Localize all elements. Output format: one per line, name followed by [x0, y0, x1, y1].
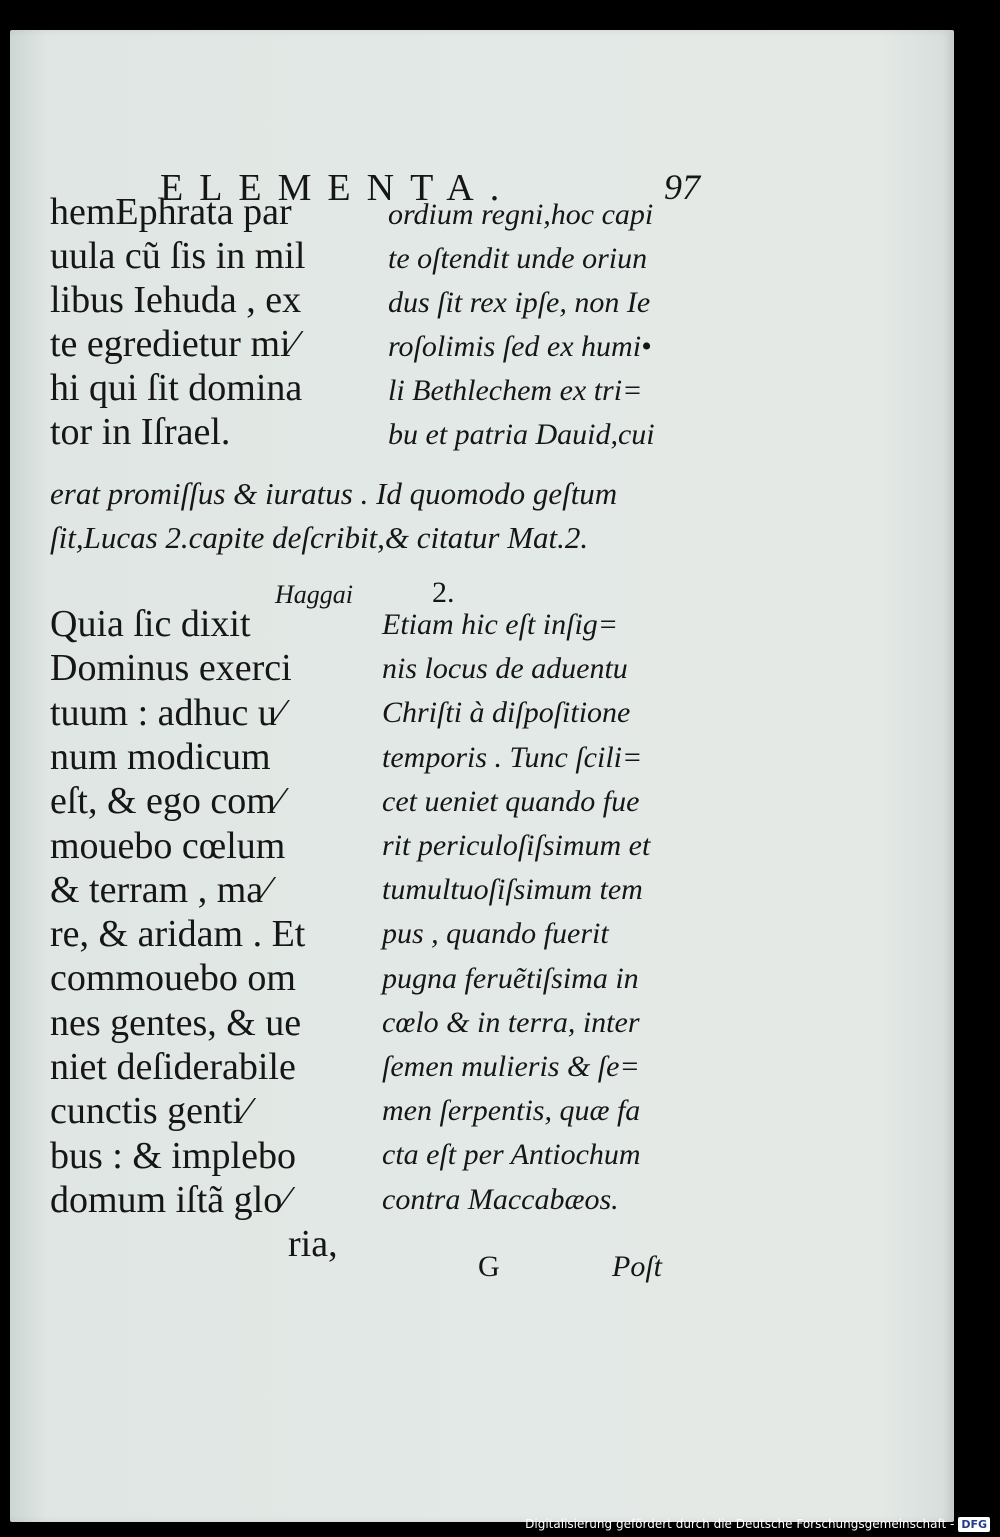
- text-line: niet deſiderabile: [50, 1046, 296, 1088]
- commentary-line: erat promiſſus & iuratus . Id quomodo geſtum: [50, 476, 618, 511]
- footer-text: Digitalisierung gefördert durch die Deutsche Forschungsgemeinschaft -: [525, 1517, 955, 1531]
- text-line: eſt, & ego com⁄: [50, 780, 283, 823]
- signature-mark: G: [478, 1250, 500, 1283]
- text-line: uula cũ ſis in mil: [50, 235, 306, 277]
- text-line: te egredietur mi⁄: [50, 323, 297, 365]
- commentary-line: temporis . Tunc ſcili=: [382, 740, 643, 774]
- commentary-line: ſemen mulieris & ſe=: [382, 1050, 640, 1083]
- running-title: ELEMENTA.: [160, 167, 516, 209]
- commentary-line: te oſtendit unde oriun: [388, 242, 648, 275]
- text-line: tor in Iſrael.: [50, 411, 231, 453]
- reference-chapter: 2.: [432, 576, 455, 609]
- commentary-line: tumultuoſiſsimum tem: [382, 873, 643, 907]
- commentary-line: ordium regni,hoc capi: [388, 198, 654, 231]
- commentary-line: pus , quando fuerit: [382, 917, 609, 951]
- text-line: cunctis genti⁄: [50, 1090, 250, 1133]
- commentary-line: pugna feruẽtiſsima in: [382, 961, 639, 995]
- commentary-line: men ſerpentis, quæ fa: [382, 1094, 641, 1128]
- text-line: domum iſtã glo⁄: [50, 1178, 289, 1221]
- commentary-line: li Bethlechem ex tri=: [388, 374, 643, 407]
- text-line: libus Iehuda , ex: [50, 279, 302, 321]
- text-line: & terram , ma⁄: [50, 868, 270, 911]
- commentary-line: bu et patria Dauid,cui: [388, 418, 655, 451]
- text-line: commouebo om: [50, 957, 296, 1000]
- text-line: re, & aridam . Et: [50, 913, 306, 956]
- reference-book: Haggai: [275, 580, 353, 609]
- text-line: tuum : adhuc u⁄: [50, 691, 284, 734]
- text-line: num modicum: [50, 735, 271, 778]
- commentary-line: ſit,Lucas 2.capite deſcribit,& citatur Mat.2.: [50, 520, 589, 555]
- catchword: Poſt: [612, 1250, 662, 1283]
- text-line: Quia ſic dixit: [50, 603, 251, 645]
- dfg-logo: DFG: [958, 1517, 990, 1532]
- commentary-line: dus ſit rex ipſe, non Ie: [388, 286, 651, 319]
- text-line: hi qui ſit domina: [50, 367, 303, 409]
- text-line: hemEphrata par: [50, 191, 292, 233]
- commentary-line: cœlo & in terra, inter: [382, 1005, 640, 1039]
- text-line: Dominus exerci: [50, 647, 292, 690]
- digitization-footer: [525, 1513, 990, 1535]
- text-line: nes gentes, & ue: [50, 1001, 302, 1044]
- book-page: [10, 30, 954, 1522]
- commentary-line: cta eſt per Antiochum: [382, 1138, 641, 1172]
- text-line: mouebo cœlum: [50, 824, 286, 867]
- commentary-line: Chriſti à diſpoſitione: [382, 696, 631, 730]
- commentary-line: Etiam hic eſt inſig=: [382, 608, 619, 641]
- page-number: 97: [664, 167, 700, 207]
- commentary-line: roſolimis ſed ex humi•: [388, 330, 652, 363]
- text-line: ria,: [288, 1223, 338, 1266]
- commentary-line: rit periculoſiſsimum et: [382, 829, 651, 862]
- commentary-line: nis locus de aduentu: [382, 652, 628, 686]
- text-line: bus : & implebo: [50, 1134, 296, 1177]
- commentary-line: cet ueniet quando fue: [382, 784, 640, 818]
- commentary-line: contra Maccabæos.: [382, 1182, 619, 1216]
